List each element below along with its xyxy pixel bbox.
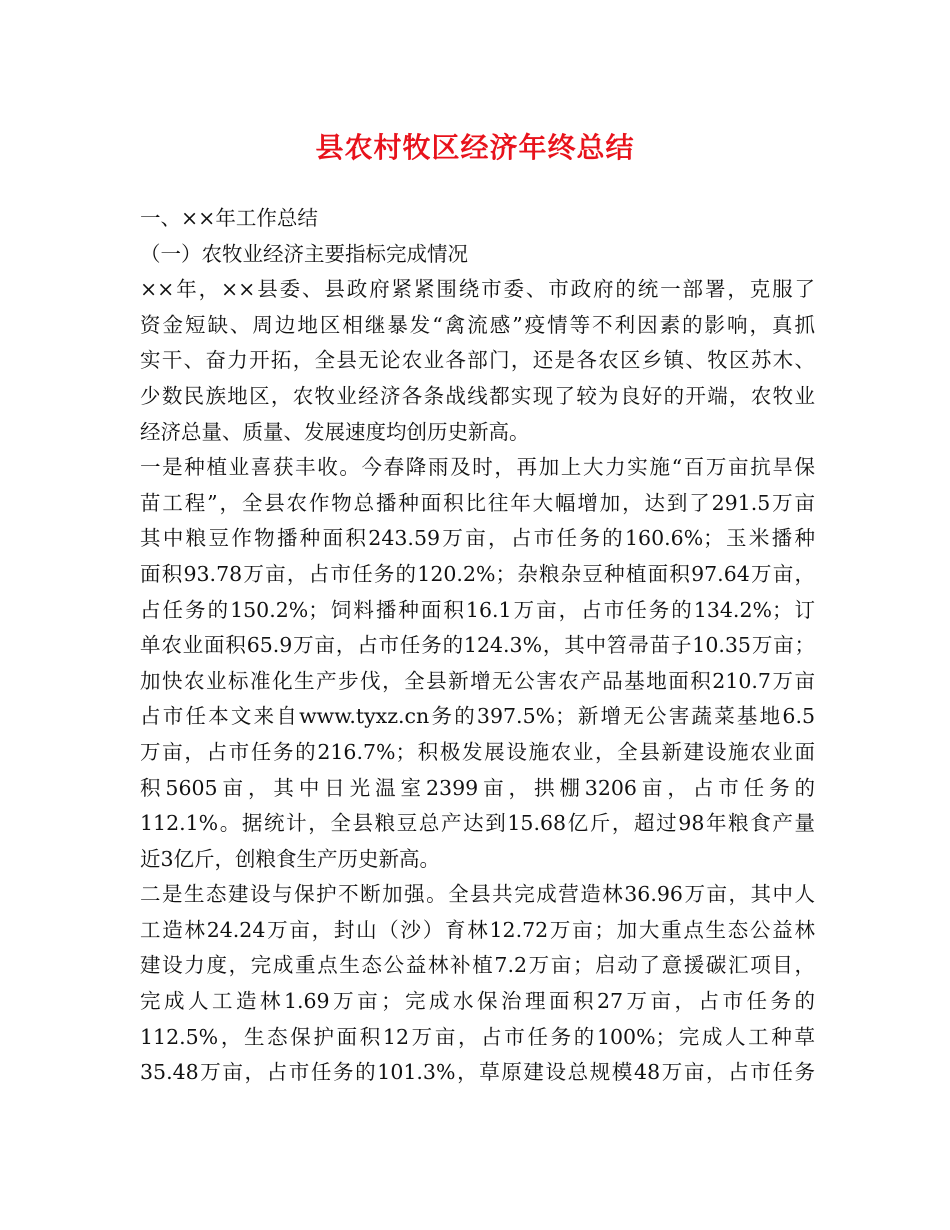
paragraph-line: 35.48万亩，占市任务的101.3%，草原建设总规模48万亩，占市任务 xyxy=(140,1060,815,1085)
subsection-heading: （一）农牧业经济主要指标完成情况 xyxy=(140,241,468,266)
paragraph-line: 积5605亩，其中日光温室2399亩，拱棚3206亩，占市任务的 xyxy=(140,775,815,800)
paragraph-line: 万亩，占市任务的216.7%；积极发展设施农业，全县新建设施农业面 xyxy=(140,739,815,764)
paragraph-line: 完成人工造林1.69万亩；完成水保治理面积27万亩，占市任务的 xyxy=(140,989,815,1014)
paragraph-line: 112.1%。据统计，全县粮豆总产达到15.68亿斤，超过98年粮食产量 xyxy=(140,811,815,836)
paragraph-line: 112.5%，生态保护面积12万亩，占市任务的100%；完成人工种草 xyxy=(140,1024,815,1049)
paragraph-line: ××年，××县委、县政府紧紧围绕市委、市政府的统一部署，克服了 xyxy=(140,277,815,302)
paragraph-line: 建设力度，完成重点生态公益林补植7.2万亩；启动了意援碳汇项目， xyxy=(140,953,815,978)
paragraph-line: 占市任本文来自www.tyxz.cn务的397.5%；新增无公害蔬菜基地6.5 xyxy=(140,704,815,729)
paragraph-line: 工造林24.24万亩，封山（沙）育林12.72万亩；加大重点生态公益林 xyxy=(140,917,815,942)
paragraph-line: 苗工程”，全县农作物总播种面积比往年大幅增加，达到了291.5万亩 xyxy=(140,490,815,515)
paragraph-line: 少数民族地区，农牧业经济各条战线都实现了较为良好的开端，农牧业 xyxy=(140,383,815,408)
section-heading: 一、××年工作总结 xyxy=(140,206,318,230)
paragraph-line: 近3亿斤，创粮食生产历史新高。 xyxy=(140,846,441,871)
paragraph-line: 占任务的150.2%；饲料播种面积16.1万亩，占市任务的134.2%；订 xyxy=(140,597,815,622)
paragraph-line: 加快农业标准化生产步伐，全县新增无公害农产品基地面积210.7万亩 xyxy=(140,668,815,693)
paragraph-line: 经济总量、质量、发展速度均创历史新高。 xyxy=(140,419,530,444)
paragraph-line: 实干、奋力开拓，全县无论农业各部门，还是各农区乡镇、牧区苏木、 xyxy=(140,348,815,373)
paragraph-line: 面积93.78万亩，占市任务的120.2%；杂粮杂豆种植面积97.64万亩， xyxy=(140,561,815,586)
document-body xyxy=(140,201,815,1091)
paragraph-line: 二是生态建设与保护不断加强。全县共完成营造林36.96万亩，其中人 xyxy=(140,882,815,907)
paragraph-line: 其中粮豆作物播种面积243.59万亩，占市任务的160.6%；玉米播种 xyxy=(140,526,815,551)
paragraph-line: 单农业面积65.9万亩，占市任务的124.3%，其中笤帚苗子10.35万亩； xyxy=(140,633,815,658)
document-title: 县农村牧区经济年终总结 xyxy=(315,131,635,164)
paragraph-line: 一是种植业喜获丰收。今春降雨及时，再加上大力实施“百万亩抗旱保 xyxy=(140,455,815,480)
paragraph-line: 资金短缺、周边地区相继暴发“禽流感”疫情等不利因素的影响，真抓 xyxy=(140,312,815,337)
